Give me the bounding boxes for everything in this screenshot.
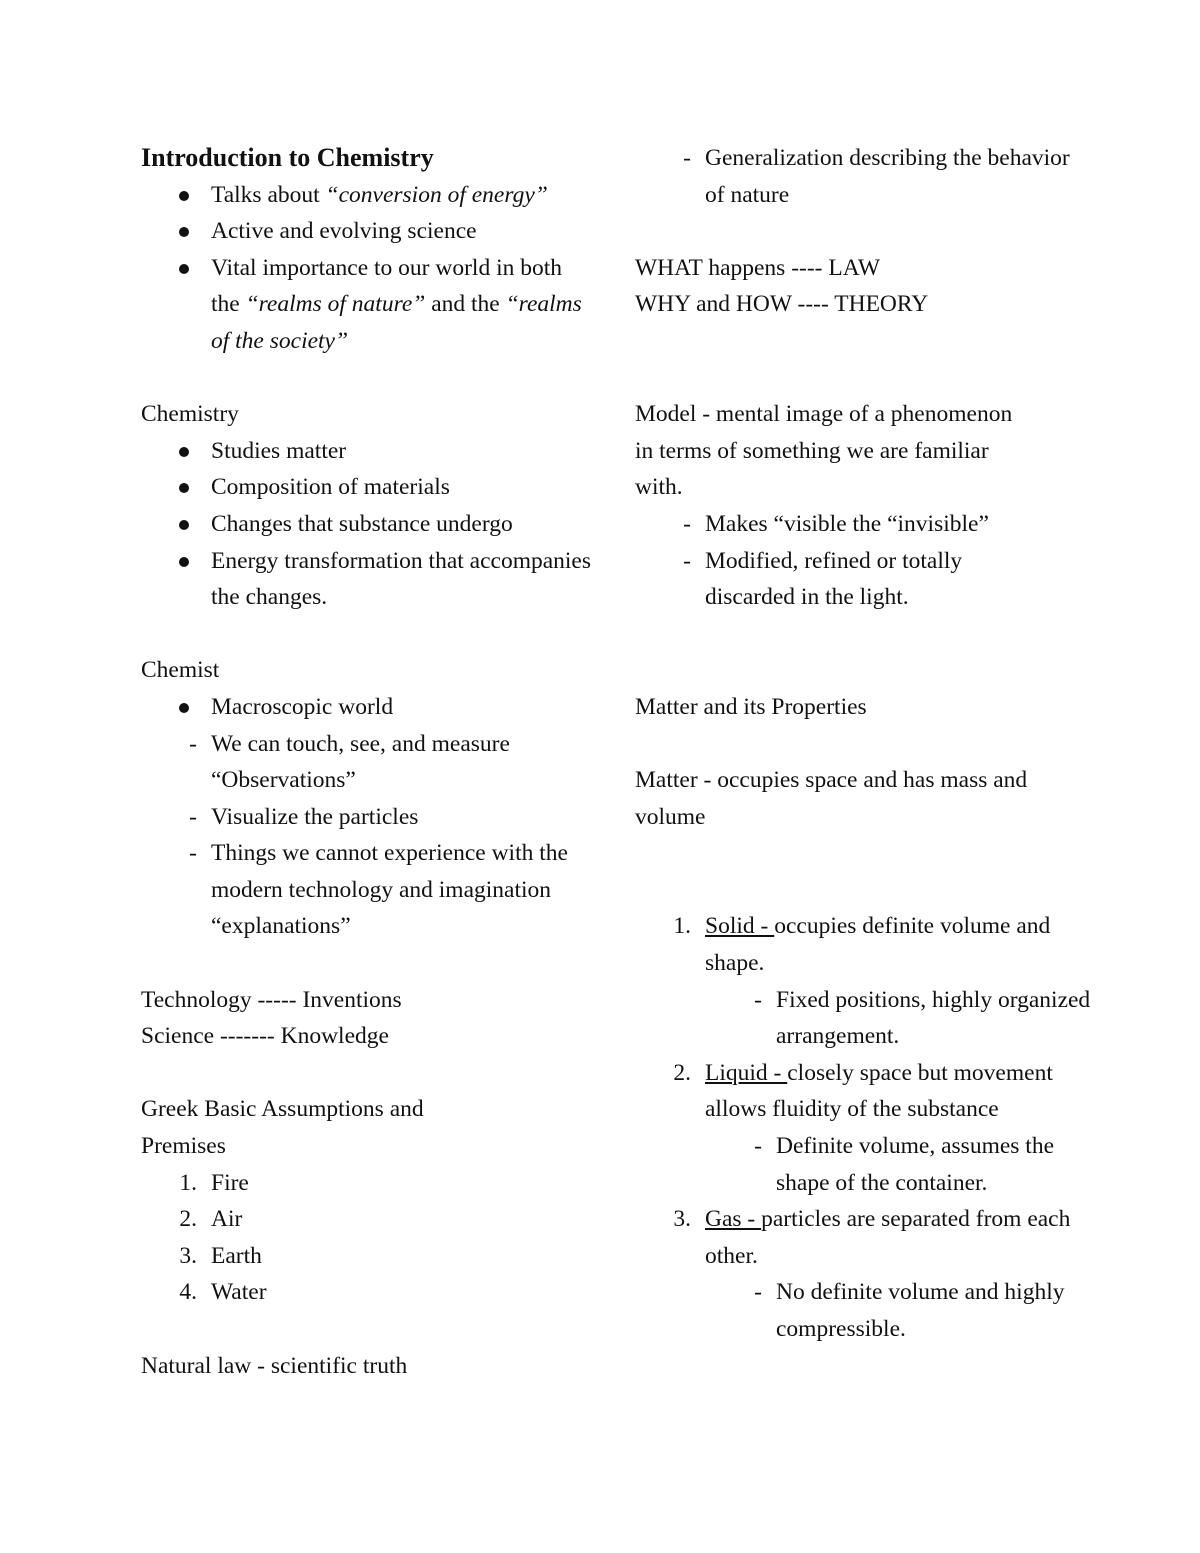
model-definition: Model - mental image of a phenomenon in terms of something we are familiar with. <box>635 401 1013 501</box>
greek-elements-list <box>141 1165 591 1311</box>
list-item: 3. Earth <box>179 1242 262 1269</box>
list-item: 1. Solid - occupies definite volume and shape. <box>673 913 1051 977</box>
right-column <box>635 140 1095 1348</box>
dash-marker: - <box>754 1279 762 1306</box>
dash-marker: - <box>683 145 691 171</box>
list-item: Studies matter <box>141 433 591 470</box>
page-title: Introduction to Chemistry <box>141 143 434 172</box>
technology-line: Technology ----- Inventions <box>141 986 402 1013</box>
chemistry-bullet-list <box>141 433 591 616</box>
list-item: 2. Liquid - closely space but movement allows fluidity of the substance <box>673 1059 1053 1123</box>
science-line: Science ------- Knowledge <box>141 1023 389 1050</box>
list-item: Energy transformation that accompanies the changes. <box>141 543 591 616</box>
dash-marker: - <box>683 547 691 574</box>
list-item: Vital importance to our world in both the “realms of nature” and the “realms of the society” <box>141 250 591 360</box>
model-list <box>635 506 1095 616</box>
dash-marker: - <box>683 510 691 537</box>
section-heading: Matter and its Properties <box>635 693 867 720</box>
matter-definition: Matter - occupies space and has mass and volume <box>635 767 1028 830</box>
list-item: Changes that substance undergo <box>141 506 591 543</box>
list-item: 1. Fire <box>179 1169 249 1196</box>
list-item: Macroscopic world <box>141 689 591 726</box>
dash-marker: - <box>189 803 197 830</box>
list-item: 3. Gas - particles are separated from each other. <box>673 1206 1071 1269</box>
states-of-matter-list <box>635 908 1095 1347</box>
list-item: - Visualize the particles <box>141 799 591 836</box>
list-item: - No definite volume and highly compressible. <box>635 1274 1095 1347</box>
list-item: - We can touch, see, and measure “Observations” <box>141 726 591 799</box>
section-heading: Chemist <box>141 657 220 684</box>
section-heading: Chemistry <box>141 401 239 428</box>
dash-marker: - <box>189 840 197 867</box>
dash-marker: - <box>189 730 197 757</box>
intro-bullet-list <box>141 177 591 360</box>
list-item: Composition of materials <box>141 469 591 506</box>
law-line: WHAT happens ---- LAW <box>635 254 881 281</box>
dash-marker: - <box>754 986 762 1013</box>
list-item: - Makes “visible the “invisible” <box>635 506 1095 543</box>
chemist-list <box>141 689 591 945</box>
section-heading: Greek Basic Assumptions and Premises <box>141 1096 424 1160</box>
list-item: - Things we cannot experience with the modern technology and imagination “explanations” <box>141 835 591 945</box>
list-item: - Generalization describing the behavior of nature <box>635 140 1095 213</box>
list-item: - Modified, refined or totally discarded in the light. <box>635 543 1025 616</box>
list-item: Active and evolving science <box>141 213 591 250</box>
natural-law-line: Natural law - scientific truth <box>141 1352 408 1379</box>
list-item: 4. Water <box>179 1279 267 1306</box>
left-column <box>141 140 591 1384</box>
list-item: 2. Air <box>179 1206 243 1233</box>
list-item: - Fixed positions, highly organized arrangement. <box>635 982 1095 1055</box>
generalization-list <box>635 140 1095 213</box>
list-item: Talks about “conversion of energy” <box>141 177 591 214</box>
dash-marker: - <box>754 1133 762 1160</box>
list-item: - Definite volume, assumes the shape of the container. <box>635 1128 1066 1201</box>
theory-line: WHY and HOW ---- THEORY <box>635 291 929 318</box>
